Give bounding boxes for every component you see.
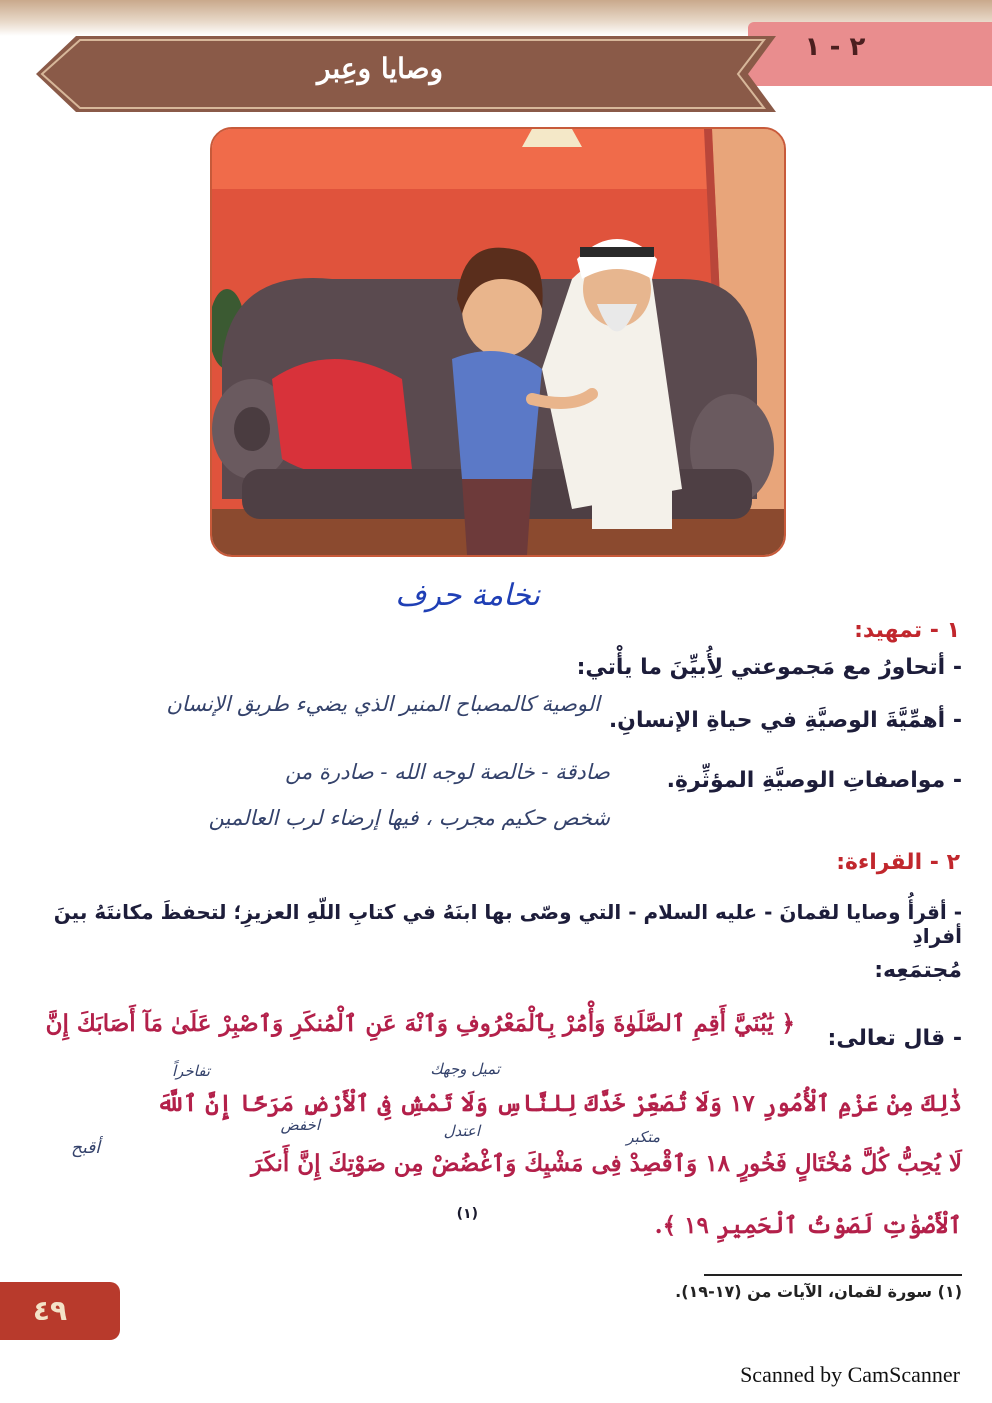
footnote: (١) سورة لقمان، الآيات من (١٧-١٩). (675, 1282, 962, 1301)
verse-line-2: ذَٰلِكَ مِنْ عَزْمِ ٱلْأُمُورِ ١٧ وَلَا تُصَعِّرْ خَدَّكَ لِلنَّاسِ وَلَا تَمْشِ فِى ٱلْأَرْضِ مَرَحًا إِنَّ ٱللَّهَ (156, 1090, 962, 1117)
footnote-rule (704, 1274, 962, 1276)
section2-instruction-line1: - أقرأُ وصايا لقمانَ - عليه السلام - التي وصّى بها ابنَهُ في كتابِ اللّهِ العزيزِ؛ لتحفظَ مكانتَهُ بينَ أفرادِ (53, 900, 962, 948)
section2-instruction-line2: مُجتمَعِه: (874, 958, 962, 983)
section1-item2: - مواصفاتِ الوصيَّةِ المؤثِّرةِ. (666, 768, 962, 793)
section1-item2-handwritten-line1: صادقة - خالصة لوجه الله - صادرة من (285, 760, 610, 784)
hand-note-lower: اخفض (280, 1116, 320, 1134)
lesson-number: ٢ - ١ (804, 32, 866, 62)
hand-note-ugliest: أقبح (71, 1138, 100, 1158)
verse-line-3: لَا يُحِبُّ كُلَّ مُخْتَالٍ فَخُورٍ ١٨ وَٱقْصِدْ فِى مَشْيِكَ وَٱغْضُضْ مِن صَوْتِكَ إِنَّ أَنكَرَ (251, 1150, 962, 1177)
section1-intro: - أتحاورُ مع مَجموعتي لِأُبيِّنَ ما يأْتي: (576, 655, 962, 680)
scanner-credit: Scanned by CamScanner (740, 1362, 960, 1387)
section1-item1-handwritten-answer: الوصية كالمصباح المنير الذي يضيء طريق الإنسان (166, 692, 600, 716)
section2-heading: ٢ - القراءة: (836, 850, 960, 875)
hand-note-boastfully: تفاخراً (171, 1062, 210, 1080)
section1-heading: ١ - تمهيد: (854, 618, 960, 643)
section1-item1: - أهمِّيَّةَ الوصيَّةِ في حياةِ الإنسانِ. (608, 708, 962, 733)
old-man-and-boy-illustration (210, 127, 786, 557)
page-number: ٤٩ (32, 1294, 68, 1327)
hand-note-arrogant: متكبر (626, 1128, 660, 1146)
verse-line-1: ﴿ يَٰبُنَيَّ أَقِمِ ٱلصَّلَوٰةَ وَأْمُرْ بِٱلْمَعْرُوفِ وَٱنْهَ عَنِ ٱلْمُنكَرِ وَٱصْبِرْ عَلَىٰ مَآ أَصَابَكَ إِنَّ (45, 1010, 795, 1037)
handwritten-heading-note: نخامة حرف (395, 578, 540, 613)
hand-note-moderate: اعتدل (443, 1122, 480, 1140)
verse-footnote-mark: (١) (456, 1206, 478, 1222)
quote-label: - قال تعالى: (827, 1026, 962, 1051)
hand-note-tilt-face: تميل وجهك (430, 1060, 500, 1078)
lesson-title: وصايا وعِبر (316, 52, 444, 85)
verse-line-4: ٱلْأَصْوَٰتِ لَصَوْتُ ٱلْحَمِيرِ ١٩ ﴾. (654, 1212, 962, 1239)
section1-item2-handwritten-line2: شخص حكيم مجرب ، فيها إرضاء لرب العالمين (208, 806, 610, 830)
